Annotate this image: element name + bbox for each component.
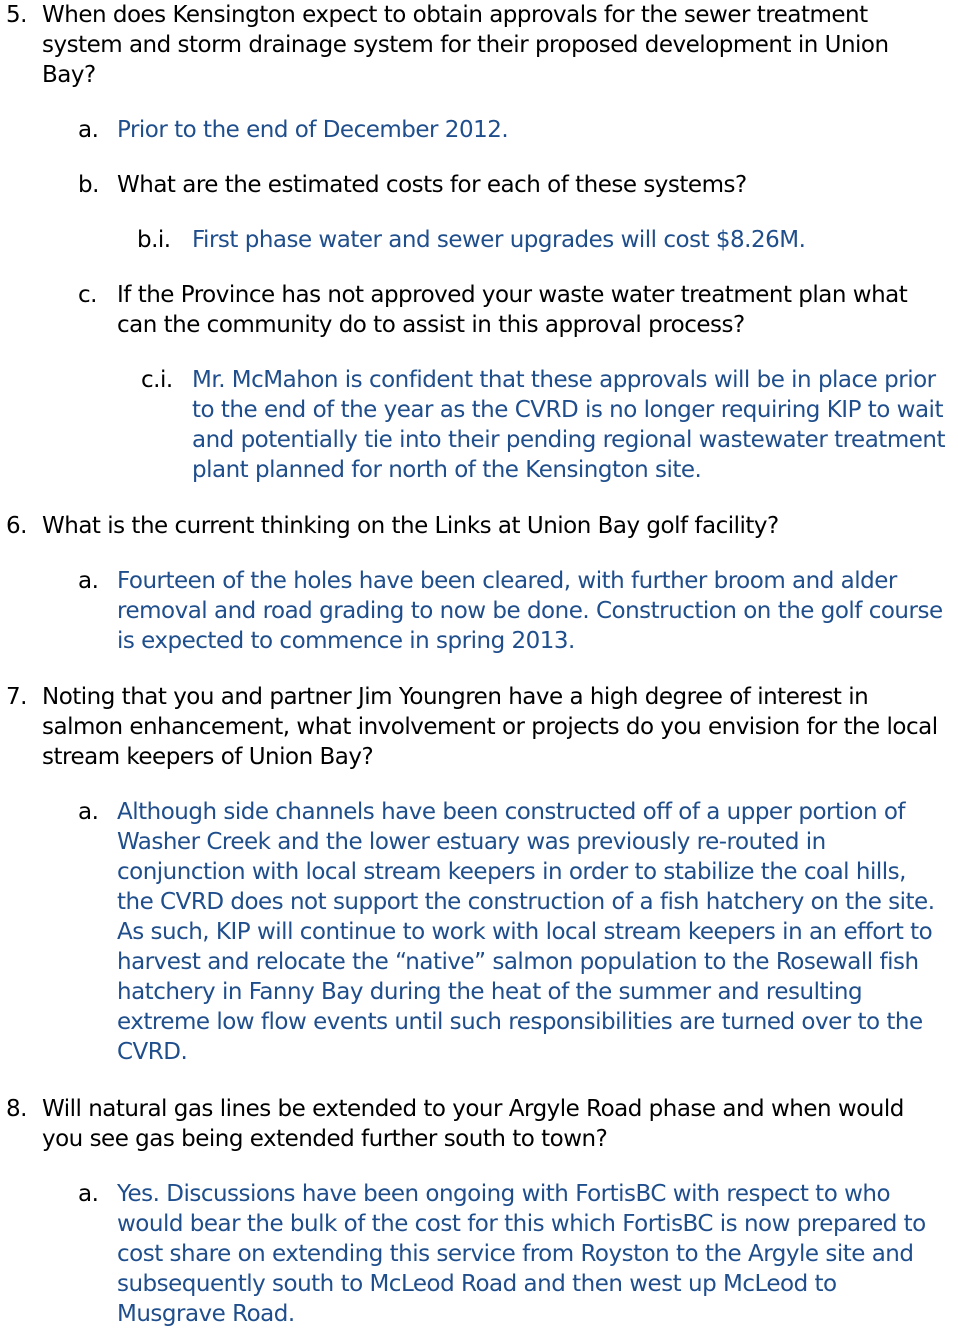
- list-marker: a.: [78, 799, 99, 825]
- question-text: What is the current thinking on the Links at Union Bay golf facility?: [42, 513, 779, 539]
- answer-text: Fourteen of the holes have been cleared, with further broom and alder removal and road grading to now be done. Construction on the golf course is expected to commence in spring 2013.: [117, 568, 943, 654]
- list-marker: a.: [78, 117, 99, 143]
- list-marker: b.: [78, 172, 99, 198]
- answer-text: Yes. Discussions have been ongoing with FortisBC with respect to who would bear the bulk of the cost for this which FortisBC is now prepared to cost share on extending this service from Royston to the Argyle site and subsequently south to McLeod Road and then west up McLeod to Musgrave Road.: [117, 1181, 926, 1327]
- question-text: Will natural gas lines be extended to your Argyle Road phase and when would you see gas being extended further south to town?: [42, 1096, 904, 1152]
- question-6: [6, 511, 946, 541]
- subquestion-5b: [78, 170, 946, 200]
- question-5: [6, 0, 946, 90]
- list-marker: c.: [78, 282, 97, 308]
- question-text: Noting that you and partner Jim Youngren have a high degree of interest in salmon enhancement, what involvement or projects do you envision for the local stream keepers of Union Bay?: [42, 684, 938, 770]
- question-8: [6, 1094, 946, 1154]
- list-marker: a.: [78, 568, 99, 594]
- list-marker: a.: [78, 1181, 99, 1207]
- answer-6a: [78, 566, 946, 656]
- answer-text: Although side channels have been constructed off of a upper portion of Washer Creek and the lower estuary was previously re-routed in conjunction with local stream keepers in order to stabilize the coal hills, the CVRD does not support the construction of a fish hatchery on the site. As such, KIP will continue to work with local stream keepers in an effort to harvest and relocate the “native” salmon population to the Rosewall fish hatchery in Fanny Bay during the heat of the summer and resulting extreme low flow events until such responsibilities are turned over to the CVRD.: [117, 799, 935, 1065]
- answer-text: First phase water and sewer upgrades will cost $8.26M.: [192, 227, 806, 253]
- answer-5a: [78, 115, 946, 145]
- answer-text: Prior to the end of December 2012.: [117, 117, 509, 143]
- question-text: When does Kensington expect to obtain approvals for the sewer treatment system and storm drainage system for their proposed development in Union Bay?: [42, 2, 889, 88]
- question-7: [6, 682, 946, 772]
- question-number: 6.: [6, 513, 27, 539]
- question-number: 7.: [6, 684, 27, 710]
- answer-5ci: [137, 365, 946, 485]
- subquestion-text: If the Province has not approved your waste water treatment plan what can the community do to assist in this approval process?: [117, 282, 908, 338]
- subquestion-text: What are the estimated costs for each of these systems?: [117, 172, 747, 198]
- question-number: 8.: [6, 1096, 27, 1122]
- answer-5bi: [137, 225, 946, 255]
- answer-8a: [78, 1179, 946, 1329]
- question-number: 5.: [6, 2, 27, 28]
- answer-text: Mr. McMahon is confident that these approvals will be in place prior to the end of the year as the CVRD is no longer requiring KIP to wait and potentially tie into their pending regional wastewater treatment plant planned for north of the Kensington site.: [192, 367, 945, 483]
- answer-7a: [78, 797, 946, 1067]
- subquestion-5c: [78, 280, 946, 340]
- list-marker: c.i.: [141, 367, 173, 393]
- list-marker: b.i.: [137, 227, 171, 253]
